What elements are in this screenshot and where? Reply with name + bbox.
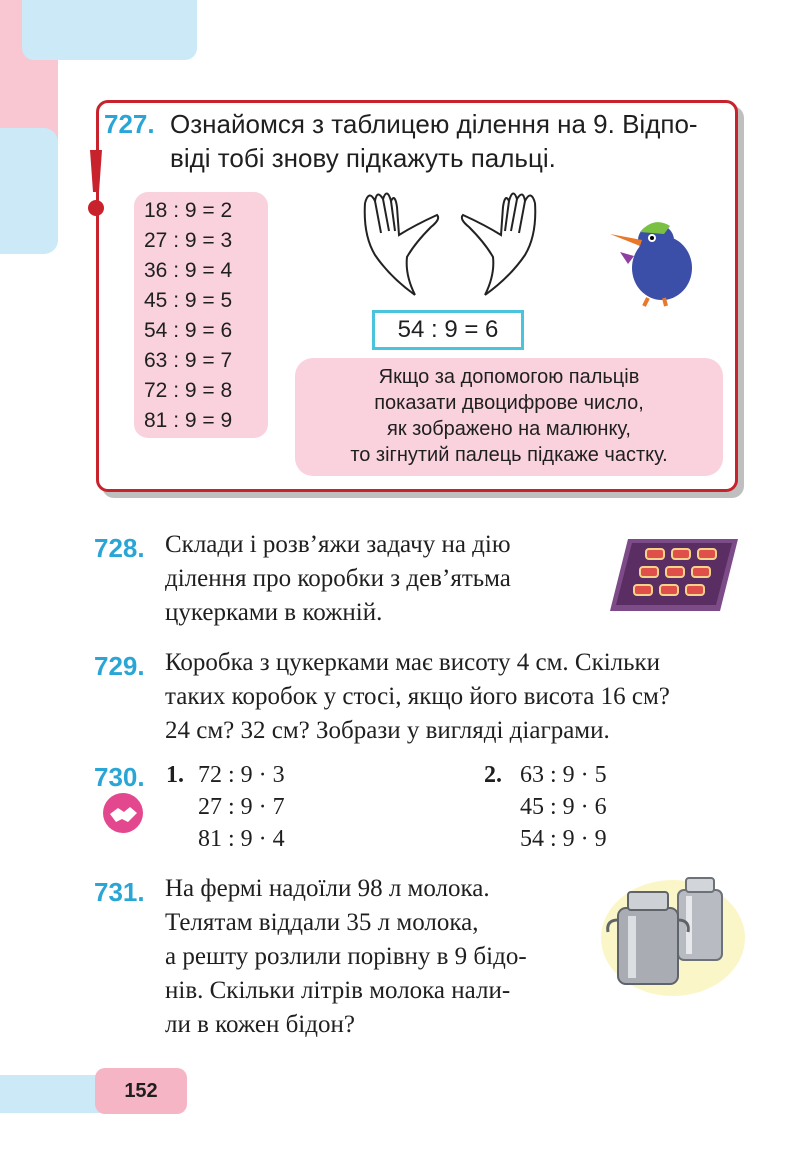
exercise-727-line-2: віді тобі знову підкажуть пальці. — [170, 143, 556, 173]
example-equation: 54 : 9 = 6 — [372, 310, 524, 350]
division-row: 54 : 9 = 6 — [144, 319, 233, 342]
hint-box — [295, 358, 723, 476]
expression: 81 : 9 · 4 — [198, 826, 285, 852]
text-line: Склади і розв’яжи задачу на дію — [165, 531, 511, 558]
expression: 54 : 9 · 9 — [520, 826, 607, 852]
text-line: На фермі надоїли 98 л молока. — [165, 875, 490, 902]
text-line: Коробка з цукерками має висоту 4 см. Скільки — [165, 649, 661, 676]
exercise-729-number: 729. — [94, 651, 145, 681]
text-line: цукерками в кожній. — [165, 599, 383, 626]
text-line: таких коробок у стосі, якщо його висота 16 см? — [165, 683, 670, 710]
candy-box-icon — [610, 535, 740, 615]
hint-line: як зображено на малюнку, — [387, 418, 631, 440]
exercise-731-text — [165, 872, 527, 1042]
exercise-730-col2-label: 2. — [484, 762, 502, 788]
side-blue-block — [0, 128, 58, 254]
text-line: Телятам віддали 35 л молока, — [165, 909, 479, 936]
text-line: а решту розлили порівну в 9 бідо- — [165, 943, 527, 970]
text-line: ділення про коробки з дев’ятьма — [165, 565, 511, 592]
text-line: нів. Скільки літрів молока нали- — [165, 977, 511, 1004]
expression: 45 : 9 · 6 — [520, 794, 607, 820]
text-line: 24 см? 32 см? Зобрази у вигляді діаграми. — [165, 717, 610, 744]
handshake-icon — [102, 792, 144, 834]
exercise-727-number: 727. — [104, 109, 155, 139]
exercise-728-text — [165, 528, 511, 630]
exercise-727-line-1: Ознайомся з таблицею ділення на 9. Відпо- — [170, 109, 698, 139]
division-row: 45 : 9 = 5 — [144, 289, 233, 312]
division-row: 36 : 9 = 4 — [144, 259, 233, 282]
bird-icon — [604, 212, 704, 308]
corner-blue-block — [22, 0, 197, 60]
hint-line: показати двоцифрове число, — [374, 392, 644, 414]
exercise-728-number: 728. — [94, 533, 145, 563]
exercise-729-text — [165, 646, 670, 748]
hint-line: Якщо за допомогою пальців — [378, 366, 640, 388]
division-row: 81 : 9 = 9 — [144, 409, 233, 432]
exclamation-icon — [86, 148, 106, 220]
bottom-blue-strip — [0, 1075, 110, 1113]
division-row: 27 : 9 = 3 — [144, 229, 233, 252]
division-row: 18 : 9 = 2 — [144, 199, 233, 222]
expression: 72 : 9 · 3 — [198, 762, 285, 788]
exercise-730-col1-label: 1. — [166, 762, 184, 788]
expression: 63 : 9 · 5 — [520, 762, 607, 788]
text-line: ли в кожен бідон? — [165, 1011, 355, 1038]
exercise-731-number: 731. — [94, 877, 145, 907]
hint-line: то зігнутий палець підкаже частку. — [350, 444, 668, 466]
division-table — [134, 192, 268, 438]
division-row: 72 : 9 = 8 — [144, 379, 233, 402]
milk-cans-icon — [598, 868, 748, 998]
hands-icon — [345, 185, 555, 305]
expression: 27 : 9 · 7 — [198, 794, 285, 820]
division-row: 63 : 9 = 7 — [144, 349, 233, 372]
exercise-730-number: 730. — [94, 762, 145, 792]
page-number: 152 — [95, 1068, 187, 1114]
